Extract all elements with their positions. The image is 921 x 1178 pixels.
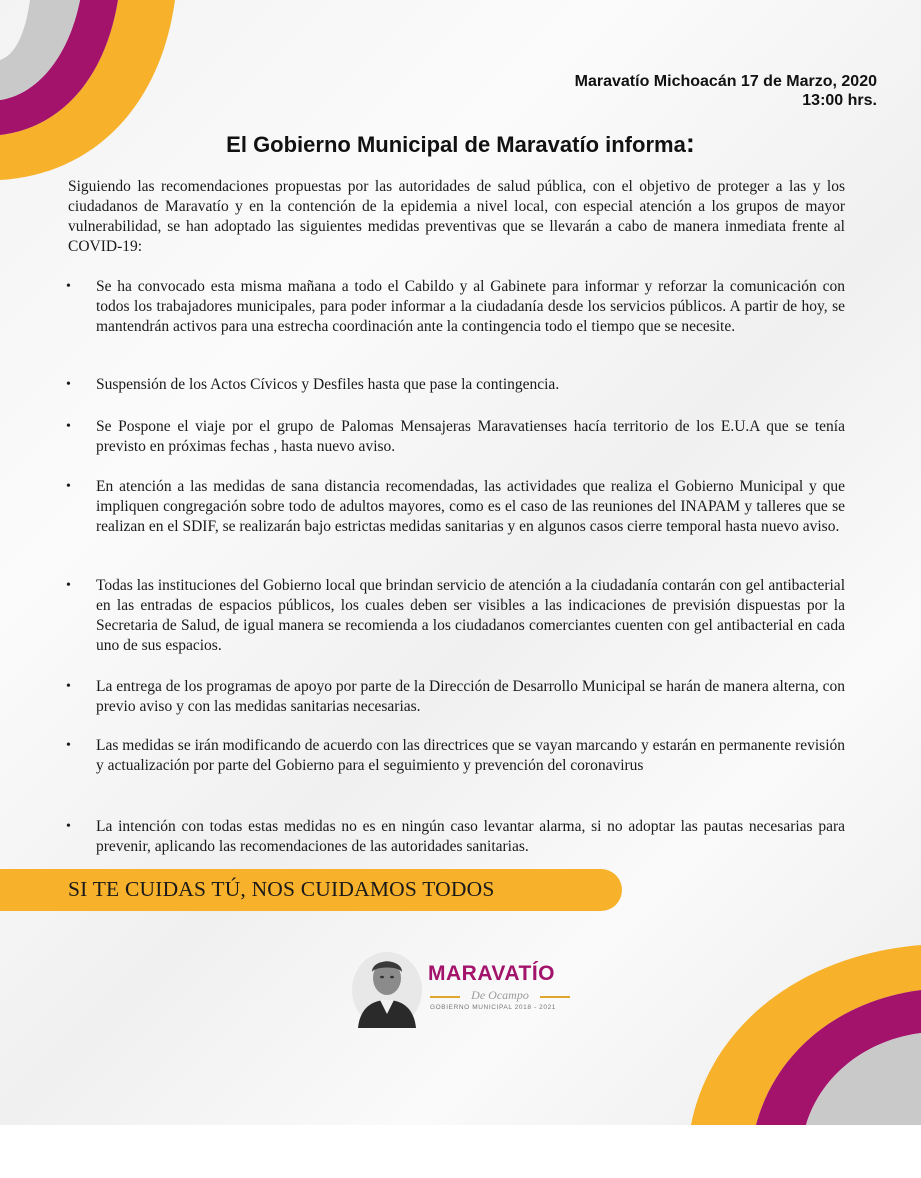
logo-rule-right bbox=[540, 996, 570, 998]
slogan-text: SI TE CUIDAS TÚ, NOS CUIDAMOS TODOS bbox=[68, 877, 495, 901]
bullet-dot: • bbox=[66, 479, 71, 494]
municipal-logo bbox=[350, 940, 590, 1040]
bullet-dot: • bbox=[66, 738, 71, 753]
bullet-dot: • bbox=[66, 419, 71, 434]
title-colon: : bbox=[685, 128, 695, 158]
list-item bbox=[66, 375, 845, 395]
list-item-text: Suspensión de los Actos Cívicos y Desfiles hasta que pase la contingencia. bbox=[96, 376, 560, 393]
list-item-text: La entrega de los programas de apoyo por parte de la Dirección de Desarrollo Municipal se harán de manera alterna, con previo aviso y con las medidas sanitarias necesarias. bbox=[96, 678, 845, 715]
date-text: Maravatío Michoacán 17 de Marzo, 2020 bbox=[574, 73, 877, 90]
bullet-dot: • bbox=[66, 819, 71, 834]
list-item-text: La intención con todas estas medidas no es en ningún caso levantar alarma, si no adoptar las pautas necesarias para prevenir, aplicando las recomendaciones de las autoridades sanitarias. bbox=[96, 818, 845, 855]
list-item-text: Las medidas se irán modificando de acuerdo con las directrices que se vayan marcando y estarán en permanente revisión y actualización por parte del Gobierno para el seguimiento y prevención del coronavirus bbox=[96, 737, 845, 774]
list-item-text: En atención a las medidas de sana distancia recomendadas, las actividades que realiza el Gobierno Municipal y que impliquen congregación sobre todo de adultos mayores, como es el caso de las reuniones del INAPAM y talleres que se realizan en el SDIF, se realizarán bajo estrictas medidas sanitarias y en algunos casos cierre temporal hasta nuevo aviso. bbox=[96, 478, 845, 535]
bottom-right-decoration bbox=[681, 945, 921, 1125]
list-item bbox=[66, 277, 845, 337]
list-item-text: Se Pospone el viaje por el grupo de Palomas Mensajeras Maravatienses hacía territorio de los E.U.A que se tenía previsto en próximas fechas , hasta nuevo aviso. bbox=[96, 418, 845, 455]
date-block bbox=[575, 72, 877, 110]
top-left-decoration bbox=[0, 0, 190, 190]
list-item bbox=[66, 677, 845, 717]
list-item bbox=[66, 477, 845, 537]
list-item-text: Se ha convocado esta misma mañana a todo el Cabildo y al Gabinete para informar y reforzar la comunicación con todos los trabajadores municipales, para poder informar a la ciudadanía desde los servicios públicos. A partir de hoy, se mantendrán activos para una estrecha coordinación ante la contingencia todo el tiempo que se necesite. bbox=[96, 278, 845, 335]
logo-script: De Ocampo bbox=[471, 988, 529, 1002]
portrait-icon bbox=[350, 944, 424, 1030]
bullet-dot: • bbox=[66, 578, 71, 593]
list-item bbox=[66, 736, 845, 776]
bullet-dot: • bbox=[66, 377, 71, 392]
bullet-dot: • bbox=[66, 679, 71, 694]
list-item-text: Todas las instituciones del Gobierno local que brindan servicio de atención a la ciudadanía contarán con gel antibacterial en las entradas de espacios públicos, los cuales deben ser visibles a las indicaciones de previsión dispuestas por la Secretaria de Salud, de igual manera se recomienda a los ciudadanos comerciantes cuenten con gel antibacterial en cada uno de sus espacios. bbox=[96, 577, 845, 654]
intro-paragraph: Siguiendo las recomendaciones propuestas por las autoridades de salud pública, con el objetivo de proteger a las y los ciudadanos de Maravatío y en la contención de la epidemia a nivel local, con especial atención a los grupos de mayor vulnerabilidad, se han adoptado las siguientes medidas preventivas que se llevarán a cabo de manera inmediata frente al COVID-19: bbox=[68, 178, 845, 255]
bullet-dot: • bbox=[66, 279, 71, 294]
list-item bbox=[66, 817, 845, 857]
list-item bbox=[66, 576, 845, 656]
page-title bbox=[0, 128, 921, 159]
title-text: El Gobierno Municipal de Maravatío informa bbox=[226, 132, 686, 157]
list-item bbox=[66, 417, 845, 457]
logo-name: MARAVATÍO bbox=[428, 962, 555, 985]
time-text: 13:00 hrs. bbox=[802, 92, 877, 109]
logo-subtitle: GOBIERNO MUNICIPAL 2018 - 2021 bbox=[430, 1004, 557, 1011]
